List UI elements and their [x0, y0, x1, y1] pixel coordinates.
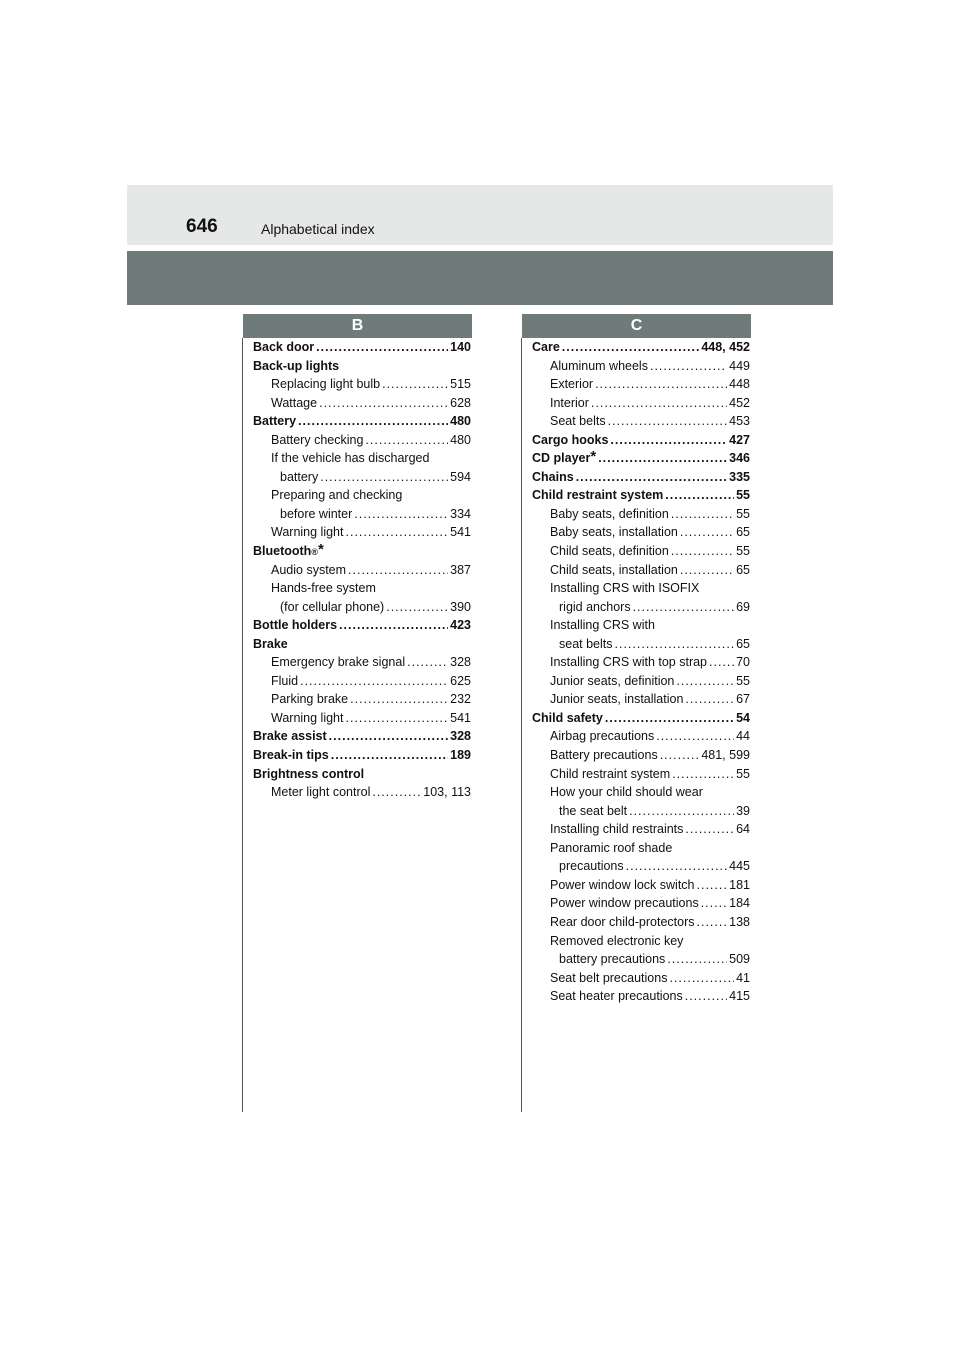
entry-page: 334 — [450, 506, 471, 521]
entry-page: 328 — [450, 655, 471, 670]
letter-heading-c: C — [522, 314, 751, 338]
index-entry — [253, 711, 471, 730]
entry-text: Battery precautions — [550, 748, 658, 763]
index-entry — [532, 563, 750, 582]
entry-page: 140 — [450, 340, 471, 354]
entry-text: Aluminum wheels — [550, 358, 648, 373]
entry-text: Wattage — [271, 395, 318, 410]
entry-text: Parking brake — [271, 692, 349, 707]
entry-text: Installing CRS with ISOFIX — [550, 581, 700, 596]
entry-text: Audio system — [271, 562, 347, 577]
entry-page: 335 — [729, 469, 750, 484]
index-entry — [532, 971, 750, 990]
leader-dots — [669, 971, 734, 985]
entry-text: Back-up lights — [253, 358, 340, 373]
entry-page: 55 — [736, 673, 750, 688]
entry-page: 44 — [736, 729, 750, 744]
index-entry — [532, 822, 750, 841]
leader-dots — [629, 804, 734, 818]
index-entry — [532, 915, 750, 934]
leader-dots — [671, 544, 734, 558]
entry-text: Brake — [253, 636, 288, 651]
leader-dots — [350, 692, 448, 706]
entry-text: (for cellular phone) — [280, 599, 385, 614]
index-entry — [532, 785, 750, 804]
entry-page: 628 — [450, 395, 471, 410]
entry-text: If the vehicle has discharged — [271, 451, 430, 466]
index-entry — [532, 433, 750, 452]
leader-dots — [316, 340, 448, 354]
entry-page: 515 — [450, 377, 471, 392]
leader-dots — [671, 507, 734, 521]
letter-heading-b: B — [243, 314, 472, 338]
leader-dots — [633, 600, 735, 614]
index-entry — [532, 525, 750, 544]
leader-dots — [626, 859, 728, 873]
index-entry — [253, 563, 471, 582]
leader-dots — [329, 729, 448, 743]
leader-dots — [562, 340, 700, 354]
entry-text: Emergency brake signal — [271, 655, 406, 670]
entry-page: 55 — [736, 488, 750, 503]
index-entry — [532, 488, 750, 507]
leader-dots — [319, 396, 448, 410]
leader-dots — [372, 785, 421, 799]
index-entry — [253, 340, 471, 359]
leader-dots — [598, 451, 727, 465]
entry-text: Junior seats, definition — [550, 673, 675, 688]
entry-text: precautions — [559, 859, 624, 874]
index-entry — [532, 748, 750, 767]
index-entry: Bluetooth ® * — [253, 541, 324, 559]
entry-text: Child seats, definition — [550, 544, 669, 559]
entry-text: seat belts — [559, 636, 613, 651]
leader-dots — [676, 674, 734, 688]
entry-text: Rear door child-protectors — [550, 914, 695, 929]
index-entry — [532, 655, 750, 674]
index-entry — [253, 618, 471, 637]
entry-text: Child seats, installation — [550, 562, 678, 577]
leader-dots — [610, 433, 727, 447]
index-entry: CD player * ..... 346 — [532, 451, 750, 470]
entry-page: 67 — [736, 692, 750, 707]
entry-text: before winter — [280, 506, 353, 521]
index-entry — [532, 637, 750, 656]
page-title: Alphabetical index — [261, 221, 375, 237]
entry-text: Seat belts — [550, 414, 606, 429]
entry-page: 65 — [736, 562, 750, 577]
index-entry — [253, 359, 471, 378]
index-entry — [532, 340, 750, 359]
leader-dots — [365, 433, 448, 447]
index-entry — [253, 414, 471, 433]
index-entry — [532, 767, 750, 786]
entry-text: battery precautions — [559, 952, 666, 967]
leader-dots — [650, 359, 727, 373]
leader-dots — [680, 525, 734, 539]
leader-dots — [300, 674, 448, 688]
leader-dots — [576, 470, 727, 484]
entry-page: 480 — [450, 414, 471, 429]
entry-text: Seat belt precautions — [550, 970, 668, 985]
entry-text: Care — [532, 340, 560, 354]
entry-page: 103, 113 — [423, 785, 471, 800]
leader-dots — [697, 915, 728, 929]
index-entry — [253, 525, 471, 544]
entry-page: 481, 599 — [701, 748, 750, 763]
entry-text: Replacing light bulb — [271, 377, 381, 392]
index-entry — [253, 767, 471, 786]
entry-page: 594 — [450, 469, 471, 484]
entry-text: Battery checking — [271, 432, 364, 447]
entry-page: 41 — [736, 970, 750, 985]
index-entry — [532, 896, 750, 915]
leader-dots — [656, 729, 734, 743]
index-entry — [532, 952, 750, 971]
index-entry — [532, 470, 750, 489]
entry-text: Battery — [253, 414, 297, 429]
entry-page: 328 — [450, 729, 471, 744]
index-entry — [253, 655, 471, 674]
index-entry — [532, 544, 750, 563]
index-entry — [253, 692, 471, 711]
leader-dots — [354, 507, 448, 521]
leader-dots — [298, 414, 448, 428]
header-band — [127, 185, 833, 245]
entry-page: 509 — [729, 952, 750, 967]
entry-text: Meter light control — [271, 785, 371, 800]
entry-page: 480 — [450, 432, 471, 447]
entry-page: 541 — [450, 710, 471, 725]
entry-page: 390 — [450, 599, 471, 614]
entry-page: 346 — [729, 451, 750, 466]
index-entry — [532, 804, 750, 823]
entry-text: rigid anchors — [559, 599, 631, 614]
index-entry — [532, 414, 750, 433]
entry-page: 184 — [729, 896, 750, 911]
index-entry — [253, 470, 471, 489]
index-entry — [253, 581, 471, 600]
index-entry — [532, 859, 750, 878]
entry-text: Chains — [532, 469, 574, 484]
leader-dots — [680, 563, 734, 577]
entry-text: Interior — [550, 395, 589, 410]
entry-text: Preparing and checking — [271, 488, 403, 503]
leader-dots — [615, 637, 735, 651]
entry-page: 70 — [736, 655, 750, 670]
entry-text: Panoramic roof shade — [550, 840, 673, 855]
entry-text: Cargo hooks — [532, 432, 609, 447]
index-entry — [253, 748, 471, 767]
entry-text: Installing CRS with top strap — [550, 655, 708, 670]
index-entry — [532, 692, 750, 711]
entry-text: Fluid — [271, 673, 299, 688]
entry-page: 138 — [729, 914, 750, 929]
column-divider-c — [521, 338, 522, 1112]
leader-dots — [697, 878, 728, 892]
index-entry — [253, 451, 471, 470]
index-entry — [253, 785, 471, 804]
entry-text: Junior seats, installation — [550, 692, 684, 707]
entry-page: 448 — [729, 377, 750, 392]
index-entry — [532, 934, 750, 953]
leader-dots — [685, 692, 734, 706]
entry-page: 423 — [450, 618, 471, 633]
index-entry — [253, 377, 471, 396]
index-entry — [532, 878, 750, 897]
entry-text: How your child should wear — [550, 785, 703, 800]
entry-page: 427 — [729, 432, 750, 447]
leader-dots — [685, 822, 734, 836]
entry-text: Installing child restraints — [550, 822, 684, 837]
entry-page: 69 — [736, 599, 750, 614]
entry-text: Exterior — [550, 377, 594, 392]
entry-text: Airbag precautions — [550, 729, 655, 744]
entry-page: 415 — [729, 989, 750, 1004]
leader-dots — [608, 414, 728, 428]
index-entry — [532, 618, 750, 637]
entry-text: Child safety — [532, 710, 603, 725]
leader-dots — [665, 488, 734, 502]
index-column-b — [253, 340, 471, 804]
index-entry — [532, 377, 750, 396]
index-entry — [253, 488, 471, 507]
entry-page: 387 — [450, 562, 471, 577]
entry-text: Baby seats, installation — [550, 525, 678, 540]
entry-text: Break-in tips — [253, 748, 329, 763]
leader-dots — [667, 952, 727, 966]
entry-page: 181 — [729, 877, 750, 892]
leader-dots — [386, 600, 448, 614]
entry-page: 445 — [729, 859, 750, 874]
index-entry — [532, 841, 750, 860]
entry-text: Removed electronic key — [550, 933, 684, 948]
page-number: 646 — [186, 216, 218, 237]
index-entry — [532, 989, 750, 1008]
entry-page: 39 — [736, 803, 750, 818]
entry-page: 65 — [736, 636, 750, 651]
entry-page: 65 — [736, 525, 750, 540]
entry-page: 232 — [450, 692, 471, 707]
index-entry — [532, 711, 750, 730]
leader-dots — [685, 989, 727, 1003]
entry-page: 64 — [736, 822, 750, 837]
leader-dots — [346, 525, 449, 539]
entry-text: Brightness control — [253, 766, 365, 781]
index-entry — [253, 674, 471, 693]
leader-dots — [605, 711, 734, 725]
entry-page: 55 — [736, 766, 750, 781]
index-entry — [253, 433, 471, 452]
entry-text: the seat belt — [559, 803, 628, 818]
entry-text: Child restraint system — [532, 488, 664, 503]
index-entry — [532, 581, 750, 600]
leader-dots — [320, 470, 448, 484]
leader-dots — [348, 563, 448, 577]
leader-dots — [339, 618, 448, 632]
entry-text: CD player — [532, 451, 591, 466]
index-entry — [253, 600, 471, 619]
index-entry — [253, 507, 471, 526]
index-entry — [532, 674, 750, 693]
entry-page: 55 — [736, 544, 750, 559]
leader-dots — [660, 748, 700, 762]
leader-dots — [407, 655, 448, 669]
entry-page: 449 — [729, 358, 750, 373]
leader-dots — [709, 655, 734, 669]
entry-page: 625 — [450, 673, 471, 688]
leader-dots — [595, 377, 727, 391]
index-entry — [532, 507, 750, 526]
entry-page: 452 — [729, 395, 750, 410]
index-column-c — [532, 340, 750, 1008]
entry-text: Seat heater precautions — [550, 989, 683, 1004]
entry-text: Brake assist — [253, 729, 327, 744]
index-entry — [532, 729, 750, 748]
entry-page: 189 — [450, 748, 471, 763]
entry-text: battery — [280, 469, 319, 484]
column-divider-b — [242, 338, 243, 1112]
entry-page: 453 — [729, 414, 750, 429]
entry-text: Back door — [253, 340, 315, 354]
entry-text: Hands-free system — [271, 581, 376, 596]
entry-page: 448, 452 — [701, 340, 750, 354]
entry-text: Child restraint system — [550, 766, 671, 781]
leader-dots — [331, 748, 448, 762]
leader-dots — [591, 396, 727, 410]
entry-page: 541 — [450, 525, 471, 540]
entry-text: Bluetooth — [253, 544, 312, 559]
entry-text: Installing CRS with — [550, 618, 655, 633]
entry-text: Power window precautions — [550, 896, 699, 911]
index-entry — [532, 359, 750, 378]
entry-page: 54 — [736, 710, 750, 725]
index-entry — [532, 396, 750, 415]
entry-page: 55 — [736, 506, 750, 521]
entry-text: Baby seats, definition — [550, 506, 669, 521]
entry-text: Power window lock switch — [550, 877, 695, 892]
leader-dots — [701, 896, 727, 910]
index-entry — [253, 396, 471, 415]
entry-text: Warning light — [271, 710, 344, 725]
entry-text: Bottle holders — [253, 618, 338, 633]
leader-dots — [382, 377, 448, 391]
entry-text: Warning light — [271, 525, 344, 540]
index-entry — [253, 637, 471, 656]
index-entry — [532, 600, 750, 619]
index-entry — [253, 729, 471, 748]
gray-band — [127, 251, 833, 305]
leader-dots — [346, 711, 449, 725]
leader-dots — [672, 767, 734, 781]
